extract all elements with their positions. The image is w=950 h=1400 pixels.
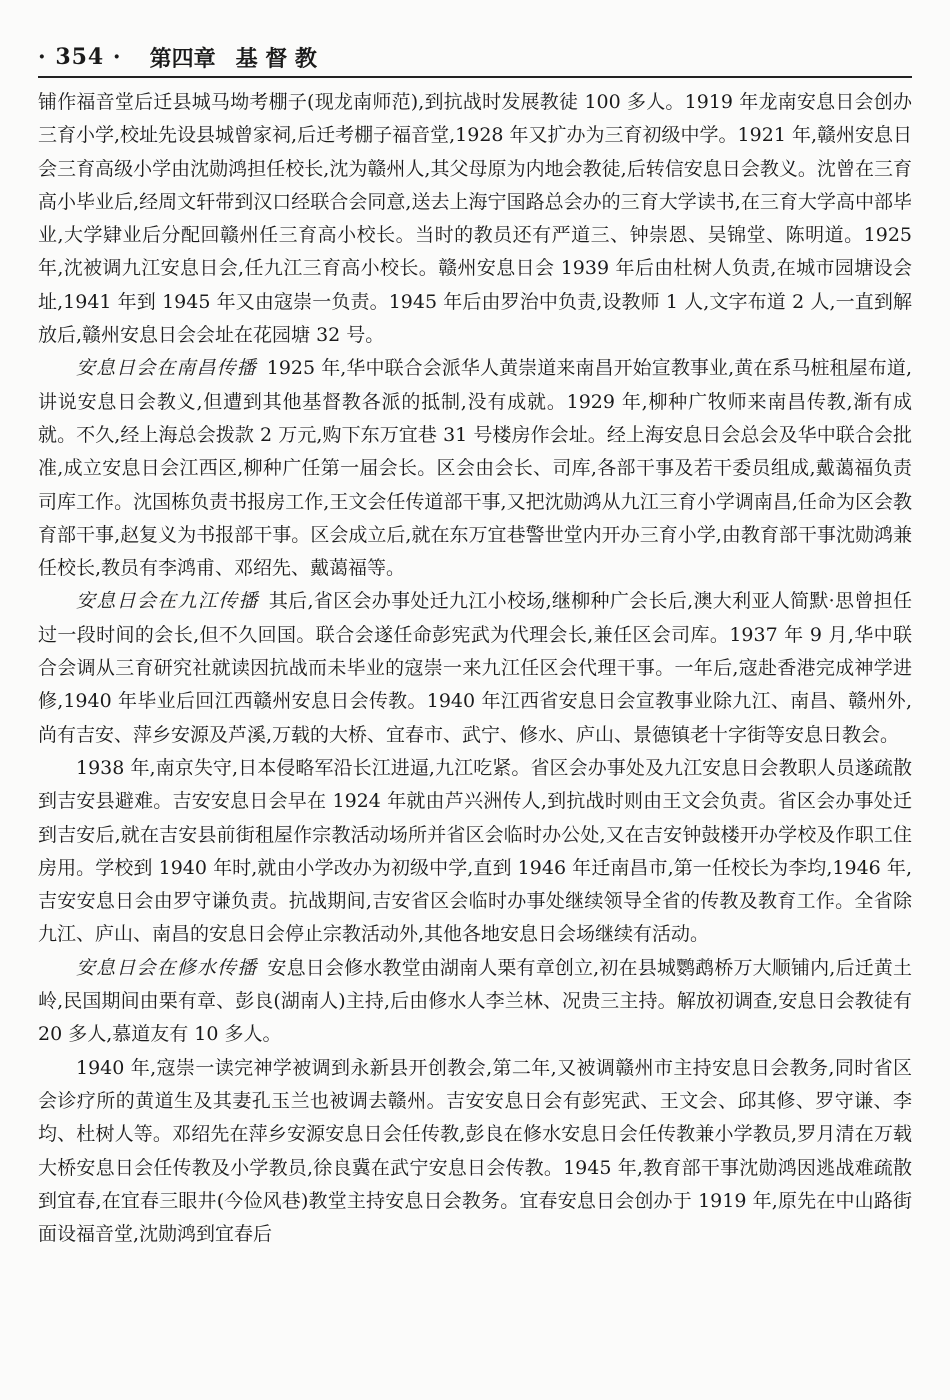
paragraph-text: 其后,省区会办事处迁九江小校场,继柳种广会长后,澳大利亚人简默·思曾担任过一段时间的会长,但不久回国。联合会遂任命彭宪武为代理会长,兼任区会司库。1937 年 9 月,华中联合会调从三育研究社就读因抗战而未毕业的寇崇一来九江任区会代理干事。一年后,寇赴香港完成神学进修,1940 年毕业后回江西赣州安息日会传教。1940 年江西省安息日会宣教事业除九江、南昌、赣州外,尚有吉安、萍乡安源及芦溪,万载的大桥、宜春市、武宁、修水、庐山、景德镇老十字街等安息日教会。 xyxy=(38,590,912,746)
body-text xyxy=(38,86,912,1251)
page-number: · 354 · xyxy=(38,44,122,70)
header-rule xyxy=(38,76,912,78)
paragraph-2 xyxy=(38,352,912,585)
paragraph-5 xyxy=(38,952,912,1052)
paragraph-text: 1938 年,南京失守,日本侵略军沿长江进逼,九江吃紧。省区会办事处及九江安息日会教职人员遂疏散到吉安县避难。吉安安息日会早在 1924 年就由芦兴洲传人,到抗战时则由王文会负责。省区会办事处迁到吉安后,就在吉安县前街租屋作宗教活动场所并省区会临时办公处,又在吉安钟鼓楼开办学校及作职工住房用。学校到 1940 年时,就由小学改办为初级中学,直到 1946 年迁南昌市,第一任校长为李均,1946 年,吉安安息日会由罗守谦负责。抗战期间,吉安省区会临时办事处继续领导全省的传教及教育工作。全省除九江、庐山、南昌的安息日会停止宗教活动外,其他各地安息日会场继续有活动。 xyxy=(38,756,912,946)
paragraph-6 xyxy=(38,1052,912,1252)
paragraph-4 xyxy=(38,752,912,952)
section-subheading: 安息日会在九江传播 xyxy=(76,590,259,613)
chapter-title: 基 督 教 xyxy=(235,45,317,72)
section-subheading: 安息日会在南昌传播 xyxy=(76,357,257,380)
paragraph-3 xyxy=(38,585,912,751)
paragraph-text: 安息日会修水教堂由湖南人栗有章创立,初在县城鹦鹉桥万大顺铺内,后迁黄土岭,民国期间由栗有章、彭良(湖南人)主持,后由修水人李兰林、况贵三主持。解放初调查,安息日会教徒有 20 多人,慕道友有 10 多人。 xyxy=(38,956,912,1046)
section-subheading: 安息日会在修水传播 xyxy=(76,956,258,979)
running-header xyxy=(38,40,910,74)
chapter-label: 第四章 xyxy=(149,45,216,72)
paragraph-1 xyxy=(38,86,912,352)
paragraph-text: 铺作福音堂后迁县城马坳考棚子(现龙南师范),到抗战时发展教徒 100 多人。1919 年龙南安息日会创办三育小学,校址先设县城曾家祠,后迁考棚子福音堂,1928 年又扩办为三育初级中学。1921 年,赣州安息日会三育高级小学由沈勋鸿担任校长,沈为赣州人,其父母原为内地会教徒,后转信安息日会教义。沈曾在三育高小毕业后,经周文轩带到汉口经联合会同意,送去上海宁国路总会办的三育大学读书,在三育大学高中部毕业,大学肄业后分配回赣州任三育高小校长。当时的教员还有严道三、钟崇恩、吴锦堂、陈明道。1925 年,沈被调九江安息日会,任九江三育高小校长。赣州安息日会 1939 年后由杜树人负责,在城市园塘设会址,1941 年到 1945 年又由寇崇一负责。1945 年后由罗治中负责,设教师 1 人,文字布道 2 人,一直到解放后,赣州安息日会会址在花园塘 32 号。 xyxy=(38,91,912,347)
paragraph-text: 1925 年,华中联合会派华人黄崇道来南昌开始宣教事业,黄在系马桩租屋布道,讲说安息日会教义,但遭到其他基督教各派的抵制,没有成就。1929 年,柳种广牧师来南昌传教,渐有成就。不久,经上海总会拨款 2 万元,购下东万宜巷 31 号楼房作会址。经上海安息日会总会及华中联合会批准,成立安息日会江西区,柳种广任第一届会长。区会由会长、司库,各部干事及若干委员组成,戴蔼福负责司库工作。沈国栋负责书报房工作,王文会任传道部干事,又把沈勋鸿从九江三育小学调南昌,任命为区会教育部干事,赵复义为书报部干事。区会成立后,就在东万宜巷警世堂内开办三育小学,由教育部干事沈勋鸿兼任校长,教员有李鸿甫、邓绍先、戴蔼福等。 xyxy=(38,357,912,580)
paragraph-text: 1940 年,寇崇一读完神学被调到永新县开创教会,第二年,又被调赣州市主持安息日会教务,同时省区会诊疗所的黄道生及其妻孔玉兰也被调去赣州。吉安安息日会有彭宪武、王文会、邱其修、罗守谦、李均、杜树人等。邓绍先在萍乡安源安息日会任传教,彭良在修水安息日会任传教兼小学教员,罗月清在万载大桥安息日会任传教及小学教员,徐良冀在武宁安息日会传教。1945 年,教育部干事沈勋鸿因逃战难疏散到宜春,在宜春三眼井(今俭风巷)教堂主持安息日会教务。宜春安息日会创办于 1919 年,原先在中山路街面设福音堂,沈勋鸿到宜春后 xyxy=(38,1056,912,1246)
